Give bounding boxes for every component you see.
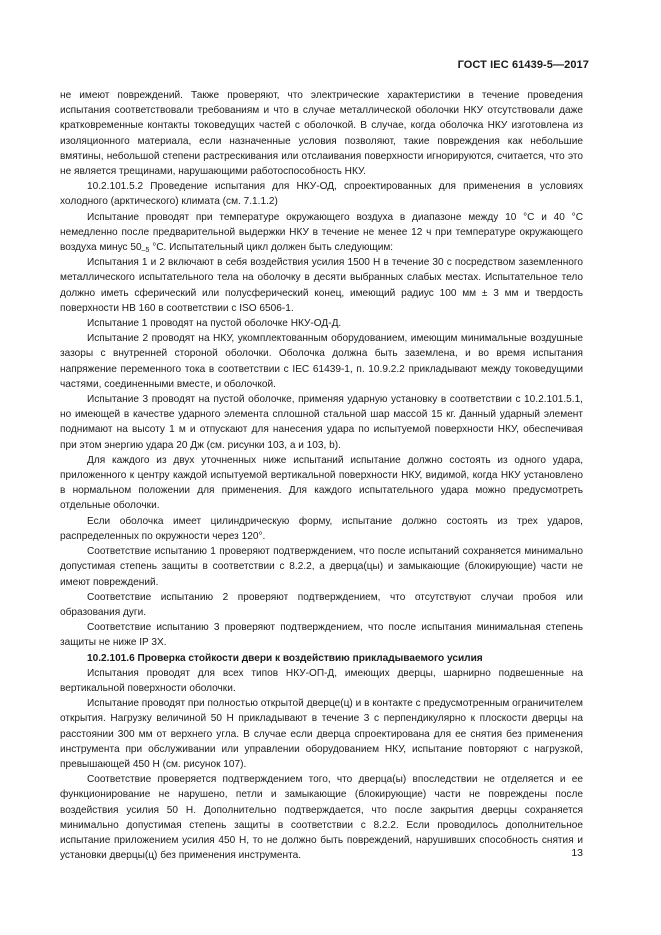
section-heading-10-2-101-6: 10.2.101.6 Проверка стойкости двери к воздействию прикладываемого усилия — [87, 652, 483, 664]
paragraph: Соответствие испытанию 1 проверяют подтверждением, что после испытаний сохраняется минимально допустимая степень защиты в соответствии с 8.2.2, а дверца(цы) и замыкающие (блокирующие) части не имеют повреждений. — [60, 546, 583, 588]
paragraph: Испытания 1 и 2 включают в себя воздействия усилия 1500 Н в течение 30 с посредством заземленного металлического испытательного тела на оболочку в десяти выбранных слабых местах. Испытательное тело должно иметь сферический или полусферический конец, имеющий радиус 100 мм ± 3 мм и твердость поверхности НВ 160 в соответствии с ISO 6506-1. — [60, 257, 583, 314]
document-body — [60, 88, 583, 863]
paragraph: Испытания проводят для всех типов НКУ-ОП-Д, имеющих дверцы, шарнирно подвешенные на вертикальной поверхности оболочки. — [60, 667, 583, 694]
paragraph: Испытание 2 проводят на НКУ, укомплектованным оборудованием, имеющим минимальные воздушные зазоры с внутренней стороной оболочки. Оболочка должна быть заземлена, и во время испытания напряжение переменного тока в соответствии с IEC 61439-1, п. 10.9.2.2 прикладывают между токоведущими частями, соединенными вместе, и оболочкой. — [60, 333, 583, 390]
paragraph: Для каждого из двух уточненных ниже испытаний испытание должно состоять из одного удара, приложенного к центру каждой испытуемой вертикальной поверхности НКУ, видимой, когда НКУ установлено в нормальном положении для применения. Для каждого испытательного удара можно предусмотреть отдельные оболочки. — [60, 454, 583, 512]
paragraph: Испытание 1 проводят на пустой оболочке НКУ-ОД-Д. — [87, 318, 342, 330]
section-heading-10-2-101-5-2: 10.2.101.5.2 Проведение испытания для НКУ-ОД, спроектированных для применения в условиях холодного (арктического) климата (см. 7.1.1.2) — [60, 181, 583, 208]
paragraph-text-tail: °С. Испытательный цикл должен быть следующим: — [149, 242, 394, 254]
paragraph: не имеют повреждений. Также проверяют, что электрические характеристики в течение проведения испытания соответствовали требованиям и что в случае металлической оболочки НКУ отсутствовали даже кратковременные контакты токоведущих частей с оболочкой. В случае, когда оболочка НКУ изготовлена из изоляционного материала, если назначенные условия позволяют, такие повреждения как небольшие вмятины, небольшой степени растрескивания или отслаивания поверхности игнорируются, считается, что это не является трещинами, нарушающими работоспособность НКУ. — [60, 90, 583, 178]
paragraph: Испытание 3 проводят на пустой оболочке, применяя ударную установку в соответствии с 10.2.101.5.1, но имеющей в качестве ударного элемента сплошной стальной шар массой 15 кг. Данный ударный элемент поднимают на высоту 1 м и отпускают для нанесения удара по испытуемой поверхности НКУ, обеспечивая при этом энергию удара 20 Дж (см. рисунки 103, а и 103, b). — [60, 394, 583, 451]
paragraph-text: Испытание проводят при температуре окружающего воздуха в диапазоне между 10 °С и 40 °С немедленно после предварительной выдержки НКУ в течение не менее 12 ч при температуре окружающего воздуха минус 50 — [60, 211, 583, 254]
paragraph: Испытание проводят при полностью открытой дверце(ц) и в контакте с предусмотренным ограничителем открытия. Нагрузку величиной 50 Н прикладывают в течение 3 с перпендикулярно к плоскости дверцы на расстоянии 300 мм от верхнего угла. В случае если дверца спроектирована для ее снятия без применения инструмента при обслуживании или управлении оборудованием НКУ, испытание повторяют с нагрузкой, превышающей 450 Н (см. рисунок 107). — [60, 698, 583, 770]
paragraph: Соответствие проверяется подтверждением того, что дверца(ы) впоследствии не отделяется и ее функционирование не нарушено, петли и замыкающие (блокирующие) части не повреждены после воздействия усилия 50 Н. Дополнительно подтверждается, что после закрытия дверцы сохраняется минимально допустимая степень защиты в соответствии с 8.2.2. Если проводилось дополнительное испытание приложением усилия 450 Н, то не должно быть повреждений, нарушивших способность снятия и установки дверцы(ц) без применения инструмента. — [60, 774, 583, 862]
page-number: 13 — [571, 847, 583, 859]
paragraph: Соответствие испытанию 2 проверяют подтверждением, что отсутствуют случаи пробоя или образования дуги. — [60, 591, 583, 618]
paragraph: Соответствие испытанию 3 проверяют подтверждением, что после испытания минимальная степень защиты не ниже IP 3Х. — [60, 622, 583, 649]
document-header: ГОСТ IEC 61439-5—2017 — [457, 59, 589, 71]
subscript: –5 — [141, 247, 150, 255]
paragraph: Если оболочка имеет цилиндрическую форму, испытание должно состоять из трех ударов, распределенных по окружности через 120°. — [60, 515, 583, 542]
paragraph — [60, 210, 583, 256]
